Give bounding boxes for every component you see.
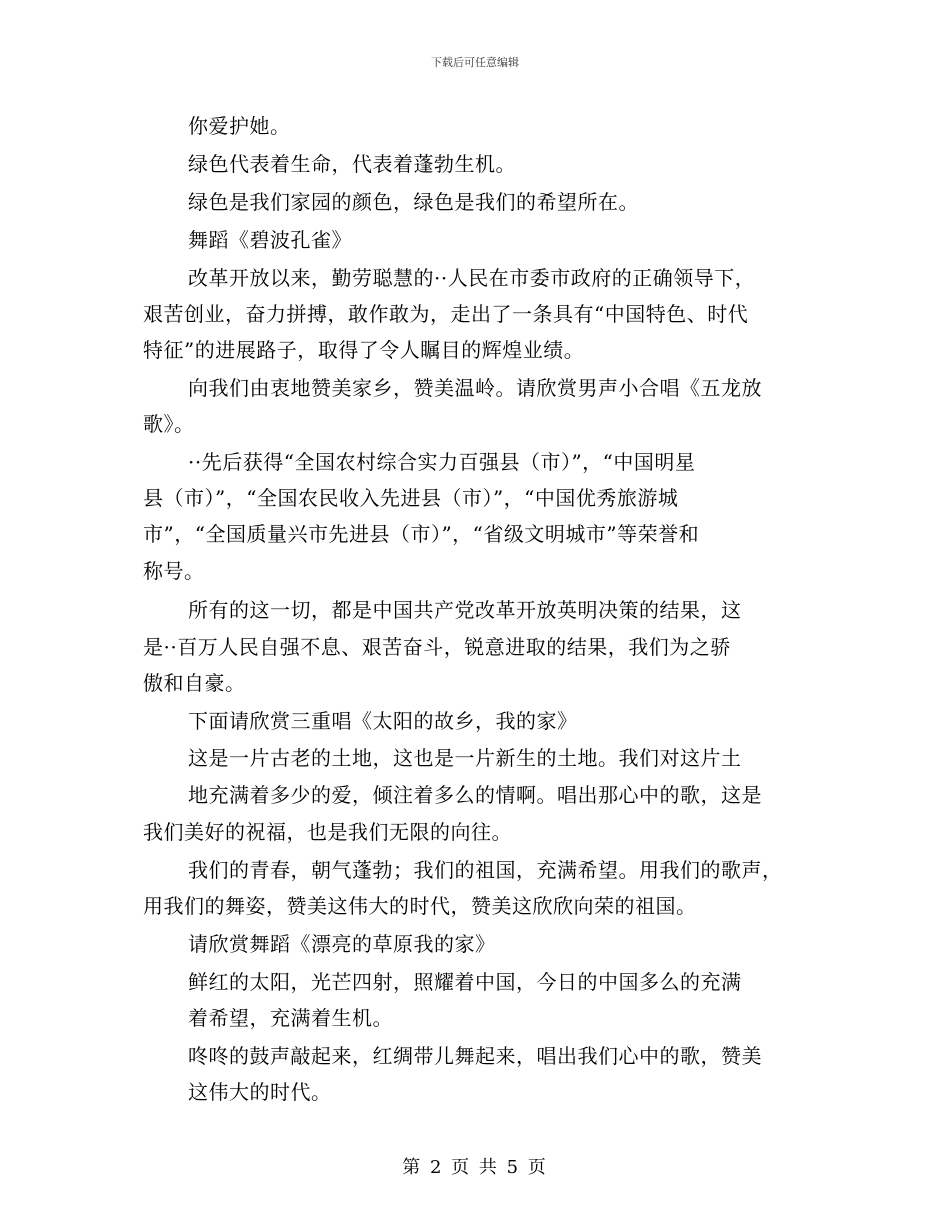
text-line: 地充满着多少的爱，倾注着多么的情啊。唱出那心中的歌，这是 (188, 783, 762, 807)
header-note: 下载后可任意编辑 (431, 56, 519, 69)
text-line: 向我们由衷地赞美家乡，赞美温岭。请欣赏男声小合唱《五龙放 (188, 376, 762, 400)
text-line: 特征”的进展路子，取得了令人瞩目的辉煌业绩。 (143, 338, 585, 362)
text-line: 咚咚的鼓声敲起来，红绸带儿舞起来，唱出我们心中的歌，赞美 (188, 1044, 762, 1068)
text-line: 改革开放以来，勤劳聪慧的··人民在市委市政府的正确领导下， (188, 266, 756, 290)
text-line: 是··百万人民自强不息、艰苦奋斗，锐意进取的结果，我们为之骄 (143, 635, 731, 659)
text-line: 你爱护她。 (188, 114, 291, 138)
text-line: 这伟大的时代。 (188, 1080, 332, 1104)
text-line: 歌》。 (143, 412, 195, 436)
text-line: 艰苦创业，奋力拼搏，敢作敢为，走出了一条具有“中国特色、时代 (143, 302, 749, 326)
text-line: 着希望，充满着生机。 (188, 1006, 393, 1030)
text-line: 这是一片古老的土地，这也是一片新生的土地。我们对这片土 (188, 746, 742, 770)
page-number: 第 2 页 共 5 页 (402, 1157, 548, 1178)
text-line: 所有的这一切，都是中国共产党改革开放英明决策的结果，这 (188, 598, 742, 622)
text-line: 市”，“全国质量兴市先进县（市）”，“省级文明城市”等荣誉和 (143, 522, 700, 546)
text-line: 我们的青春，朝气蓬勃；我们的祖国，充满希望。用我们的歌声， (188, 858, 783, 882)
text-line: 鲜红的太阳，光芒四射，照耀着中国，今日的中国多么的充满 (188, 970, 742, 994)
text-line: 绿色代表着生命，代表着蓬勃生机。 (188, 152, 516, 176)
text-line: 我们美好的祝福，也是我们无限的向往。 (143, 820, 512, 844)
text-line: 县（市）”，“全国农民收入先进县（市）”，“中国优秀旅游城 (143, 486, 679, 510)
text-line: 请欣赏舞蹈《漂亮的草原我的家》 (188, 932, 496, 956)
text-line: 舞蹈《碧波孔雀》 (188, 228, 352, 252)
text-line: 傲和自豪。 (143, 671, 246, 695)
text-line: 下面请欣赏三重唱《太阳的故乡，我的家》 (188, 709, 578, 733)
text-line: 绿色是我们家园的颜色，绿色是我们的希望所在。 (188, 190, 639, 214)
text-line: ··先后获得“全国农村综合实力百强县（市）”，“中国明星 (188, 450, 696, 474)
text-line: 用我们的舞姿，赞美这伟大的时代，赞美这欣欣向荣的祖国。 (143, 894, 697, 918)
text-line: 称号。 (143, 559, 205, 583)
